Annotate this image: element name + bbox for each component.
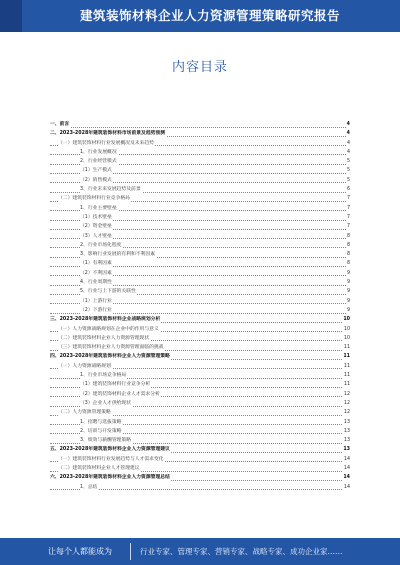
toc-page-number: 8 bbox=[346, 241, 350, 250]
toc-page-number: 11 bbox=[343, 380, 350, 389]
toc-entry-text: 三、2023-2028年建筑装饰材料企业战略规划分析 bbox=[50, 315, 161, 324]
toc-page-number: 9 bbox=[346, 287, 350, 296]
toc-entry-text: （一）建筑装饰材料行业发展趋势与人才需求变化 bbox=[58, 455, 165, 464]
toc-entry[interactable] bbox=[50, 269, 350, 278]
toc-page-number: 13 bbox=[343, 436, 350, 445]
toc-entry[interactable] bbox=[50, 325, 350, 334]
toc-entry[interactable] bbox=[50, 120, 350, 129]
toc-entry-text: （二）建筑装饰材料行业竞争格局 bbox=[58, 194, 131, 203]
toc-entry[interactable] bbox=[50, 352, 350, 361]
toc-page-number: 8 bbox=[346, 259, 350, 268]
toc-entry[interactable] bbox=[50, 362, 350, 371]
toc-entry-text: （1）生产模式 bbox=[80, 166, 113, 175]
toc-entry[interactable] bbox=[50, 445, 350, 454]
toc-page-number: 11 bbox=[343, 362, 350, 371]
toc-page-number: 4 bbox=[346, 148, 350, 157]
toc-page-number: 9 bbox=[346, 306, 350, 315]
toc-entry-text: 2、行业市场化程度 bbox=[80, 241, 122, 250]
toc-page-number: 11 bbox=[342, 352, 350, 361]
toc-page-number: 5 bbox=[346, 166, 350, 175]
toc-entry-text: （3）企业人才供给现状 bbox=[80, 399, 132, 408]
toc-entry-text: 二、2023-2028年建筑装饰材料市场前景及趋势预测 bbox=[50, 129, 166, 138]
toc-entry-text: 1、总结 bbox=[80, 483, 98, 492]
toc-page-number: 9 bbox=[346, 297, 350, 306]
toc-page-number: 9 bbox=[346, 278, 350, 287]
toc-entry-text: 四、2023-2028年建筑装饰材料企业人力资源管理策略 bbox=[50, 352, 171, 361]
toc-entry[interactable] bbox=[50, 278, 350, 287]
report-title: 建筑装饰材料企业人力资源管理策略研究报告 bbox=[79, 8, 340, 23]
toc-entry[interactable] bbox=[50, 241, 350, 250]
toc-entry-text: 3、影响行业发展的有利和不利因素 bbox=[80, 250, 156, 259]
report-header bbox=[0, 0, 400, 32]
toc-page-number: 12 bbox=[343, 399, 350, 408]
toc-page-number: 10 bbox=[343, 334, 350, 343]
toc-entry-text: （1）有利因素 bbox=[80, 259, 113, 268]
toc-leader-dots bbox=[50, 127, 346, 128]
toc-page-number: 8 bbox=[346, 232, 350, 241]
toc-page-number: 11 bbox=[343, 371, 350, 380]
toc-entry-text: （2）建筑装饰材料企业人才需求分析 bbox=[80, 390, 161, 399]
toc-entry-text: 1、招聘与选拔策略 bbox=[80, 418, 122, 427]
toc-page-number: 12 bbox=[343, 408, 350, 417]
toc-entry-text: （2）下游行业 bbox=[80, 306, 113, 315]
toc-page-number: 9 bbox=[346, 269, 350, 278]
toc-entry[interactable] bbox=[50, 315, 350, 324]
toc-entry[interactable] bbox=[50, 455, 350, 464]
toc-entry[interactable] bbox=[50, 176, 350, 185]
toc-entry[interactable] bbox=[50, 148, 350, 157]
toc-page-number: 14 bbox=[343, 483, 350, 492]
toc-page-number: 7 bbox=[346, 194, 350, 203]
report-footer bbox=[0, 538, 400, 565]
toc-entry-text: （3）人才壁垒 bbox=[80, 232, 113, 241]
toc-entry[interactable] bbox=[50, 287, 350, 296]
toc-entry-text: （一）建筑装饰材料行业发展概况及未来趋势 bbox=[58, 139, 155, 148]
toc-entry[interactable] bbox=[50, 473, 350, 482]
toc-entry-text: （二）人力资源管理策略 bbox=[58, 408, 112, 417]
toc-entry-text: 5、行业与上下游的关联性 bbox=[80, 287, 137, 296]
toc-entry-text: （一）人力资源战略规划在企业中的作用与意义 bbox=[58, 325, 160, 334]
footer-divider bbox=[130, 543, 131, 560]
toc-entry[interactable] bbox=[50, 129, 350, 138]
toc-entry-text: 一、前言 bbox=[50, 120, 70, 129]
toc-page-number: 13 bbox=[343, 427, 350, 436]
toc-page-number: 8 bbox=[346, 250, 350, 259]
header-accent-band bbox=[0, 0, 22, 32]
toc-entry-text: （三）建筑装饰材料企业人力资源管理面临的挑战 bbox=[58, 343, 165, 352]
toc-entry-text: 1、行业主要壁垒 bbox=[80, 204, 118, 213]
toc-entry[interactable] bbox=[50, 380, 350, 389]
toc-entry[interactable] bbox=[50, 259, 350, 268]
toc-page-number: 10 bbox=[342, 315, 350, 324]
footer-brand: 让每个人都能成为 bbox=[48, 547, 112, 556]
toc-page-number: 14 bbox=[343, 455, 350, 464]
toc-entry[interactable] bbox=[50, 232, 350, 241]
toc-entry-text: 六、2023-2028年建筑装饰材料企业人力资源管理总结 bbox=[50, 473, 171, 482]
toc-entry[interactable] bbox=[50, 194, 350, 203]
toc-entry[interactable] bbox=[50, 418, 350, 427]
toc-entry-text: 2、行业经营模式 bbox=[80, 157, 118, 166]
toc-entry[interactable] bbox=[50, 483, 350, 492]
toc-page-number: 5 bbox=[346, 176, 350, 185]
footer-slogan: 行业专家、管理专家、营销专家、战略专家、成功企业家…… bbox=[140, 547, 343, 556]
toc-page-number: 4 bbox=[346, 120, 350, 129]
toc-entry[interactable] bbox=[50, 306, 350, 315]
toc-page-number: 10 bbox=[343, 325, 350, 334]
toc-entry[interactable] bbox=[50, 139, 350, 148]
toc-entry-text: 2、培训与开发策略 bbox=[80, 427, 122, 436]
toc-entry-text: （二）建筑装饰材料企业人力资源管理现状 bbox=[58, 334, 150, 343]
toc-page-number: 7 bbox=[346, 213, 350, 222]
toc-page-number: 14 bbox=[342, 473, 350, 482]
toc-entry[interactable] bbox=[50, 222, 350, 231]
toc-entry[interactable] bbox=[50, 427, 350, 436]
toc-entry-text: （一）人力资源战略规划 bbox=[58, 362, 112, 371]
toc-entry-text: （2）资金壁垒 bbox=[80, 222, 113, 231]
toc-entry[interactable] bbox=[50, 250, 350, 259]
toc-entry[interactable] bbox=[50, 399, 350, 408]
toc-entry-text: （1）上游行业 bbox=[80, 297, 113, 306]
toc-list bbox=[50, 120, 350, 492]
toc-entry[interactable] bbox=[50, 334, 350, 343]
toc-page-number: 12 bbox=[343, 390, 350, 399]
toc-entry-text: 3、行业未来发展趋势及前景 bbox=[80, 185, 142, 194]
toc-entry-text: 五、2023-2028年建筑装饰材料企业人力资源管理建议 bbox=[50, 445, 171, 454]
toc-entry-text: 1、行业市场竞争格局 bbox=[80, 371, 127, 380]
toc-page-number: 4 bbox=[346, 139, 350, 148]
toc-entry-text: （二）建筑装饰材料企业人才管理建议 bbox=[58, 464, 141, 473]
toc-entry[interactable] bbox=[50, 390, 350, 399]
toc-entry-text: （2）不利因素 bbox=[80, 269, 113, 278]
toc-entry[interactable] bbox=[50, 343, 350, 352]
toc-page bbox=[0, 32, 400, 538]
toc-page-number: 7 bbox=[346, 204, 350, 213]
toc-page-number: 11 bbox=[343, 343, 350, 352]
toc-entry[interactable] bbox=[50, 408, 350, 417]
toc-entry-text: 4、行业周期性 bbox=[80, 278, 113, 287]
toc-page-number: 14 bbox=[343, 464, 350, 473]
toc-entry-text: （2）销售模式 bbox=[80, 176, 113, 185]
toc-page-number: 13 bbox=[342, 445, 350, 454]
toc-entry[interactable] bbox=[50, 166, 350, 175]
toc-entry[interactable] bbox=[50, 213, 350, 222]
toc-page-number: 13 bbox=[343, 418, 350, 427]
toc-page-number: 6 bbox=[346, 185, 350, 194]
toc-entry[interactable] bbox=[50, 297, 350, 306]
toc-heading: 内容目录 bbox=[171, 60, 228, 75]
toc-page-number: 5 bbox=[346, 157, 350, 166]
toc-entry-text: （1）技术壁垒 bbox=[80, 213, 113, 222]
toc-entry[interactable] bbox=[50, 436, 350, 445]
toc-page-number: 4 bbox=[346, 129, 350, 138]
toc-entry-text: 3、绩效与薪酬管理策略 bbox=[80, 436, 132, 445]
toc-entry-text: （1）建筑装饰材料行业竞争分析 bbox=[80, 380, 151, 389]
toc-entry[interactable] bbox=[50, 157, 350, 166]
toc-entry[interactable] bbox=[50, 371, 350, 380]
toc-entry-text: 1、行业发展概况 bbox=[80, 148, 118, 157]
toc-entry[interactable] bbox=[50, 185, 350, 194]
toc-entry[interactable] bbox=[50, 204, 350, 213]
toc-entry[interactable] bbox=[50, 464, 350, 473]
toc-page-number: 7 bbox=[346, 222, 350, 231]
